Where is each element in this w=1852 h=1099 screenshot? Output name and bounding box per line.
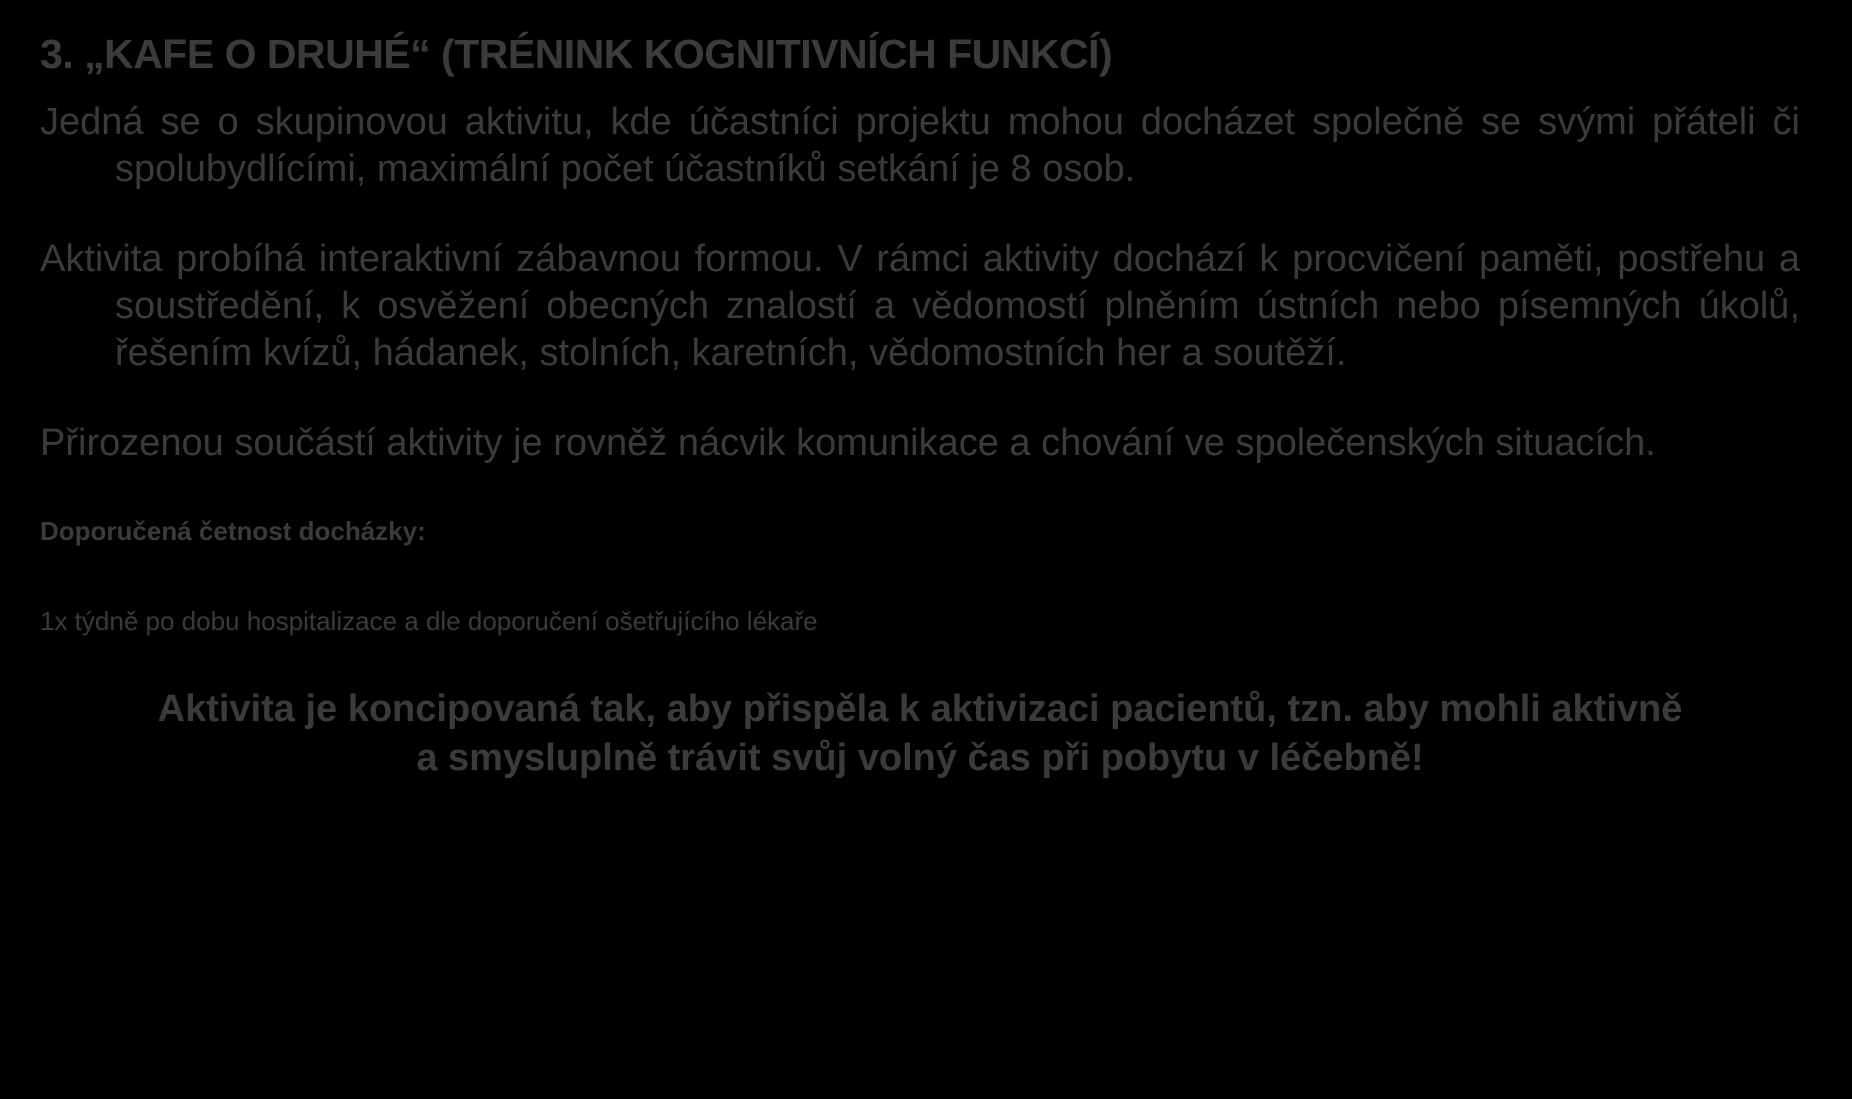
closing-line-1: Aktivita je koncipovaná tak, aby přispěla k aktivizaci pacientů, tzn. aby mohli aktivně — [157, 688, 1683, 731]
paragraph-communication: Přirozenou součástí aktivity je rovněž nácvik komunikace a chování ve společenských situacích. — [40, 422, 1656, 465]
frequency-value: 1x týdně po dobu hospitalizace a dle doporučení ošetřujícího lékaře — [40, 606, 818, 637]
paragraph-group-activity: Jedná se o skupinovou aktivitu, kde účastníci projektu mohou docházet společně se svými přáteli či spolubydlícími, maximální počet účastníků setkání je 8 osob. — [40, 101, 1800, 191]
frequency-label: Doporučená četnost docházky: — [40, 516, 426, 547]
slide-title: 3. „KAFE O DRUHÉ“ (TRÉNINK KOGNITIVNÍCH FUNKCÍ) — [40, 31, 1113, 77]
closing-line-2: a smysluplně trávit svůj volný čas při pobytu v léčebně! — [416, 737, 1424, 780]
slide-content — [40, 30, 1800, 783]
closing-statement — [40, 685, 1800, 783]
paragraph-activity-form: Aktivita probíhá interaktivní zábavnou formou. V rámci aktivity dochází k procvičení paměti, postřehu a soustředění, k osvěžení obecných znalostí a vědomostí plněním ústních nebo písemných úkolů, řešením kvízů, hádanek, stolních, karetních, vědomostních her a soutěží. — [40, 238, 1800, 375]
